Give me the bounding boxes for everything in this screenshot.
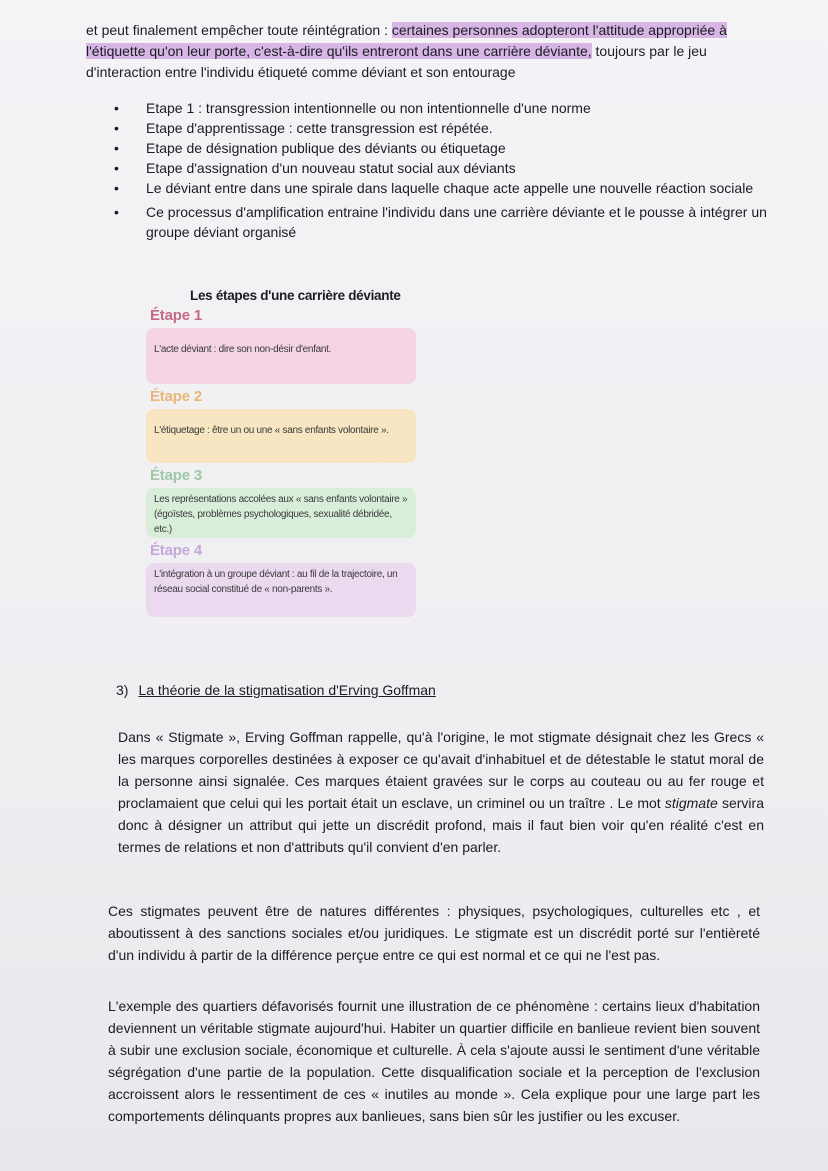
figure-step-2 <box>146 388 416 463</box>
section-heading <box>116 682 436 698</box>
bullet-item: • Le déviant entre dans une spirale dans laquelle chaque acte appelle une nouvelle réaction sociale <box>108 178 768 198</box>
section-number: 3) <box>116 682 129 698</box>
step-box: Les représentations accolées aux « sans enfants volontaire » (égoïstes, problèmes psychologiques, sexualité débridée, etc.) <box>146 488 416 538</box>
step-box: L'intégration à un groupe déviant : au fil de la trajectoire, un réseau social constitué de « non-parents ». <box>146 563 416 617</box>
paragraph1-part2: servira donc à désigner un attribut qui jette un discrédit profond, mais il faut bien voir qu'en réalité c'est en termes de relations et non d'attributs qu'il convient d'en parler. <box>118 795 764 855</box>
paragraph-quartiers: L'exemple des quartiers défavorisés fournit une illustration de ce phénomène : certains lieux d'habitation deviennent un véritable stigmate aujourd'hui. Habiter un quartier difficile en banlieue revient bien souvent à subir une exclusion sociale, économique et culturelle. À cela s'ajoute aussi le sentiment d'une véritable ségrégation d'une partie de la population. Cette disqualification sociale et la perception de l'exclusion accroissent alors le ressentiment de ces « inutiles au monde ». Cela explique pour une large part les comportements délinquants propres aux banlieues, sans bien sûr les justifier ou les excuser. <box>108 998 760 1124</box>
step-box: L'acte déviant : dire son non-désir d'enfant. <box>146 328 416 384</box>
figure-step-1 <box>146 307 416 384</box>
deviant-career-figure <box>146 288 416 617</box>
figure-title: Les étapes d'une carrière déviante <box>190 288 401 303</box>
intro-text-b: toujours par le jeu d'interaction entre l'individu étiqueté comme déviant et son entourage <box>86 43 707 80</box>
intro-text-a: et peut finalement empêcher toute réintégration : <box>86 22 392 38</box>
intro-paragraph <box>86 20 776 83</box>
bullet-item: • Etape de désignation publique des déviants ou étiquetage <box>108 138 768 158</box>
figure-step-4 <box>146 542 416 617</box>
intro-highlight: certaines personnes adopteront l'attitude appropriée à l'étiquette qu'on leur porte, c'est-à-dire qu'ils entreront dans une carrière déviante, <box>86 22 727 59</box>
bullet-item: • Etape 1 : transgression intentionnelle ou non intentionnelle d'une norme <box>108 98 768 118</box>
paragraph1-emphasis: stigmate <box>664 795 718 811</box>
paragraph-stigmates: Ces stigmates peuvent être de natures différentes : physiques, psychologiques, culturelles etc , et aboutissent à des sanctions sociales et/ou juridiques. Le stigmate est un discrédit porté sur l'entièreté d'un individu à partir de la différence perçue entre ce qui est normal et ce qui ne l'est pas. <box>108 903 760 963</box>
step-label: Étape 2 <box>150 388 202 405</box>
step-label: Étape 3 <box>150 467 202 484</box>
step-label: Étape 4 <box>150 542 202 559</box>
step-box: L'étiquetage : être un ou une « sans enfants volontaire ». <box>146 409 416 463</box>
paragraph1-part1: Dans « Stigmate », Erving Goffman rappelle, qu'à l'origine, le mot stigmate désignait chez les Grecs « les marques corporelles destinées à exposer ce qu'avait d'inhabituel et de détestable le statut moral de la personne ainsi signalée. Ces marques étaient gravées sur le corps au couteau ou au fer rouge et proclamaient que celui qui les portait était un esclave, un criminel ou un traître . Le mot <box>118 729 764 811</box>
paragraph-goffman <box>118 726 764 858</box>
step-label: Étape 1 <box>150 307 202 324</box>
section-title-text: La théorie de la stigmatisation d'Erving Goffman <box>138 682 436 698</box>
figure-step-3 <box>146 467 416 538</box>
steps-bullet-list <box>108 98 768 242</box>
bullet-item: • Ce processus d'amplification entraine l'individu dans une carrière déviante et le pousse à intégrer un groupe déviant organisé <box>108 202 768 242</box>
bullet-item: • Etape d'apprentissage : cette transgression est répétée. <box>108 118 768 138</box>
bullet-item: • Etape d'assignation d'un nouveau statut social aux déviants <box>108 158 768 178</box>
